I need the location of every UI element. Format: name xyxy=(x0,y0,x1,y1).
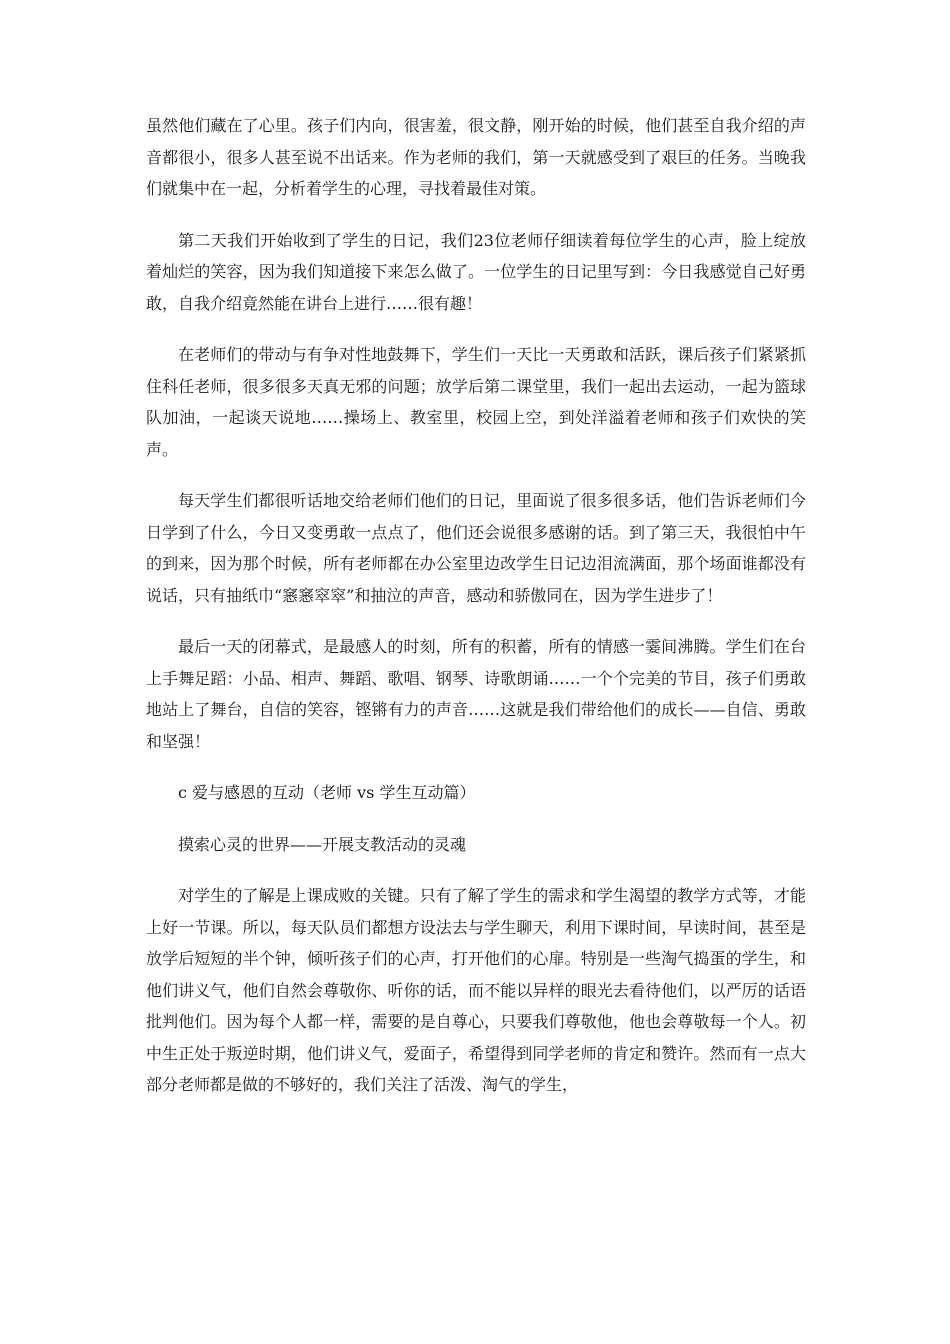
subsection-heading-soul: 摸索心灵的世界——开展支教活动的灵魂 xyxy=(178,834,467,854)
paragraph-continuation: 虽然他们藏在了心里。孩子们内向，很害羞，很文静，刚开始的时候，他们甚至自我介绍的声音都很小，很多人甚至说不出话来。作为老师的我们，第一天就感受到了艰巨的任务。当晚我们就集中在一起，分析着学生的心理，寻找着最佳对策。 xyxy=(146,116,806,198)
section-heading-interaction: c 爱与感恩的互动（老师 vs 学生互动篇） xyxy=(178,783,476,802)
document-page xyxy=(146,110,806,1121)
paragraph-teachers-lead: 在老师们的带动与有争对性地鼓舞下，学生们一天比一天勇敢和活跃，课后孩子们紧紧抓住科任老师，很多很多天真无邪的问题；放学后第二课堂里，我们一起出去运动，一起为篮球队加油，一起谈天说地……操场上、教室里，校园上空，到处洋溢着老师和孩子们欢快的笑声。 xyxy=(146,345,806,459)
paragraph-understanding-students: 对学生的了解是上课成败的关键。只有了解了学生的需求和学生渴望的教学方式等，才能上好一节课。所以，每天队员们都想方设法去与学生聊天，利用下课时间，早读时间，甚至是放学后短短的半个钟，倾听孩子们的心声，打开他们的心扉。特别是一些淘气捣蛋的学生，和他们讲义气，他们自然会尊敬你、听你的话，而不能以异样的眼光去看待他们，以严厉的话语批判他们。因为每个人都一样，需要的是自尊心，只要我们尊敬他，他也会尊敬每一个人。初中生正处于叛逆时期，他们讲义气，爱面子，希望得到同学老师的肯定和赞许。然而有一点大部分老师都是做的不够好的，我们关注了活泼、淘气的学生， xyxy=(146,886,806,1094)
paragraph-second-day: 第二天我们开始收到了学生的日记，我们23位老师仔细读着每位学生的心声，脸上绽放着灿烂的笑容，因为我们知道接下来怎么做了。一位学生的日记里写到：今日我感觉自己好勇敢，自我介绍竟然能在讲台上进行……很有趣！ xyxy=(146,230,806,313)
paragraph-diaries: 每天学生们都很听话地交给老师们他们的日记，里面说了很多很多话，他们告诉老师们今日学到了什么，今日又变勇敢一点点了，他们还会说很多感谢的话。到了第三天，我很怕中午的到来，因为那个时候，所有老师都在办公室里边改学生日记边泪流满面，那个场面谁都没有说话，只有抽纸巾“窸窸窣窣”和抽泣的声音，感动和骄傲同在，因为学生进步了！ xyxy=(146,491,806,605)
paragraph-closing-ceremony: 最后一天的闭幕式，是最感人的时刻，所有的积蓄，所有的情感一霎间沸腾。学生们在台上手舞足蹈：小品、相声、舞蹈、歌唱、钢琴、诗歌朗诵……一个个完美的节目，孩子们勇敢地站上了舞台，自信的笑容，铿锵有力的声音……这就是我们带给他们的成长——自信、勇敢和坚强！ xyxy=(146,637,806,751)
